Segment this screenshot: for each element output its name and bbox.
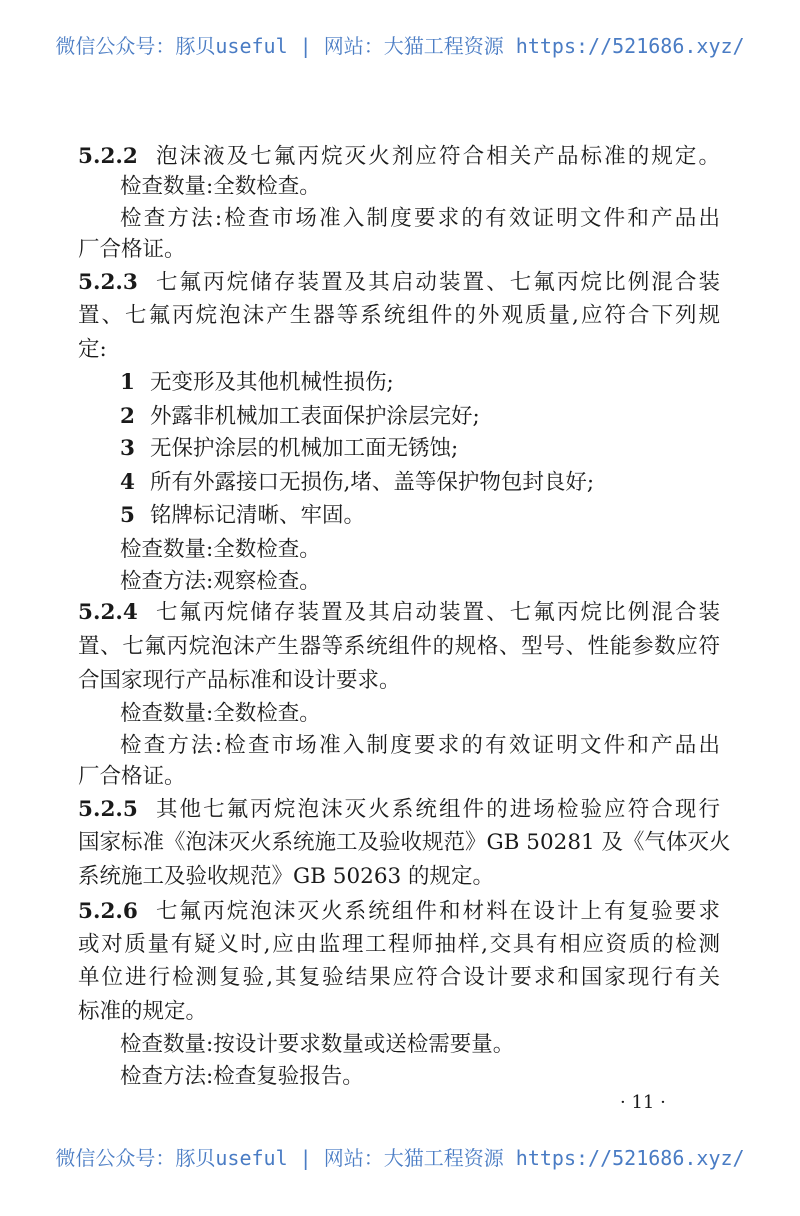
item-text: 所有外露接口无损伤,堵、盖等保护物包封良好; <box>150 470 595 495</box>
list-item <box>120 434 720 464</box>
clause-5-2-2 <box>78 142 720 172</box>
clause-5-2-4 <box>78 598 720 628</box>
watermark-bottom: 微信公众号：豚贝useful | 网站：大猫工程资源 https://521686.xyz/ <box>55 1146 745 1170</box>
item-text: 外露非机械加工表面保护涂层完好; <box>150 404 480 429</box>
clause-text: 其他七氟丙烷泡沫灭火系统组件的进场检验应符合现行 <box>153 797 720 822</box>
clause-number: 5.2.3 <box>78 270 138 295</box>
item-number: 3 <box>120 436 135 461</box>
clause-number: 5.2.4 <box>78 600 138 625</box>
paragraph-line: 检查方法:观察检查。 <box>120 569 321 594</box>
paragraph-line: 检查方法:检查市场准入制度要求的有效证明文件和产品出 <box>120 206 720 231</box>
item-number: 1 <box>120 370 135 395</box>
clause-number: 5.2.2 <box>78 144 138 169</box>
paragraph-line: 置、七氟丙烷泡沫产生器等系统组件的外观质量,应符合下列规 <box>78 303 720 328</box>
item-text: 铭牌标记清晰、牢固。 <box>150 503 366 528</box>
paragraph-line: 系统施工及验收规范》GB 50263 的规定。 <box>78 864 495 889</box>
list-item <box>120 501 720 531</box>
paragraph-line: 或对质量有疑义时,应由监理工程师抽样,交具有相应资质的检测 <box>78 932 720 957</box>
paragraph-line: 合国家现行产品标准和设计要求。 <box>78 668 401 693</box>
paragraph-line: 检查数量:按设计要求数量或送检需要量。 <box>120 1032 515 1057</box>
item-number: 2 <box>120 404 135 429</box>
clause-text: 七氟丙烷储存装置及其启动装置、七氟丙烷比例混合装 <box>153 270 720 295</box>
paragraph-line: 标准的规定。 <box>78 999 208 1024</box>
item-number: 5 <box>120 503 135 528</box>
item-text: 无变形及其他机械性损伤; <box>150 370 394 395</box>
item-number: 4 <box>120 470 135 495</box>
clause-number: 5.2.5 <box>78 797 138 822</box>
item-text: 无保护涂层的机械加工面无锈蚀; <box>150 436 459 461</box>
clause-text: 泡沫液及七氟丙烷灭火剂应符合相关产品标准的规定。 <box>153 144 720 169</box>
clause-5-2-3 <box>78 268 720 298</box>
paragraph-line: 定: <box>78 337 107 362</box>
clause-number: 5.2.6 <box>78 899 138 924</box>
paragraph-line: 单位进行检测复验,其复验结果应符合设计要求和国家现行有关 <box>78 965 720 990</box>
clause-text: 七氟丙烷储存装置及其启动装置、七氟丙烷比例混合装 <box>153 600 720 625</box>
clause-text: 七氟丙烷泡沫灭火系统组件和材料在设计上有复验要求 <box>153 899 720 924</box>
paragraph-line: 检查数量:全数检查。 <box>120 174 321 199</box>
page-number: · 11 · <box>620 1092 666 1113</box>
paragraph-line: 厂合格证。 <box>78 237 186 262</box>
paragraph-line: 厂合格证。 <box>78 764 186 789</box>
paragraph-line: 检查方法:检查市场准入制度要求的有效证明文件和产品出 <box>120 733 720 758</box>
list-item <box>120 468 720 498</box>
clause-5-2-6 <box>78 897 720 927</box>
paragraph-line: 检查数量:全数检查。 <box>120 537 321 562</box>
paragraph-line: 检查数量:全数检查。 <box>120 701 321 726</box>
watermark-top: 微信公众号：豚贝useful | 网站：大猫工程资源 https://521686.xyz/ <box>55 34 745 58</box>
list-item <box>120 368 720 398</box>
paragraph-line: 国家标准《泡沫灭火系统施工及验收规范》GB 50281 及《气体灭火 <box>78 830 731 855</box>
list-item <box>120 402 720 432</box>
paragraph-line: 置、七氟丙烷泡沫产生器等系统组件的规格、型号、性能参数应符 <box>78 634 720 659</box>
clause-5-2-5 <box>78 795 720 825</box>
paragraph-line: 检查方法:检查复验报告。 <box>120 1064 364 1089</box>
